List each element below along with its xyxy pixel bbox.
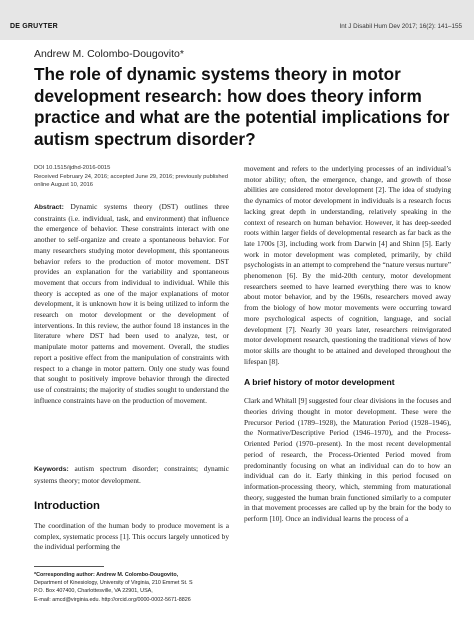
keywords-text: autism spectrum disorder; constraints; dynamic systems theory; motor development. [34,464,229,485]
footnote-divider [34,566,104,567]
corresponding-author-footnote [34,571,234,604]
doi: DOI 10.1515/ijdhd-2016-0015 [34,165,111,171]
article-metadata [34,164,229,190]
article-title: The role of dynamic systems theory in motor development research: how does theory inform practice and what are the potential implications for autism spectrum disorder? [34,64,450,149]
journal-header-bar [0,0,474,40]
body-paragraph-1: movement and refers to the underlying processes of an individual’s motor ability; often, the emergence, change, and growth of those abilities are considered motor development [2]. The idea of studying the dynamics of motor development in individuals is a research focus lacking great depth in understanding, relatively speaking in the context of research on human behavior. However, it has deep-seeded roots within larger fields of developmental research as far back as the late 1700s [3], including work from Darwin [4] and Shinn [5]. Early work in motor development was completed, primarily, by child psychologists in an attempt to comprehend the “nature versus nurture” phenomenon [6]. By the mid-20th century, motor development researchers seemed to have learned everything there was to know about motor behavior, and by the 1960s, researchers moved away from the biology of how motor movements were occurring toward more psychological aspects of cognition, language, and social development [7]. Nearly 30 years later, researchers reinvigorated motor development research, questioning the traditional views of how motor skills are thought to be attained and developed throughout the lifespan [8]. [244,164,451,366]
footnote-address: P.O. Box 407400, Charlottesville, VA 22901, USA, [34,588,153,595]
introduction-text: The coordination of the human body to produce movement is a complex, systematic process [1]. This occurs largely unnoticed by the individual performing the [34,521,229,552]
publication-dates: Received February 24, 2016; accepted June 29, 2016; previously published online August 10, 2016 [34,173,229,189]
abstract [34,202,229,406]
introduction-heading: Introduction [34,500,100,512]
body-paragraph-2: Clark and Whitall [9] suggested four clear divisions in the focuses and theories driving thought in motor development. These were the Precursor Period (1789–1928), the Maturation Period (1928–1946), the Normative/Descriptive Period (1946–1970), and the Process-Oriented Period (1970–present). In the most recent developmental period of research, the Process-Oriented Period moved from predominantly focusing on what an individual can do to how an individual can do it. Early thinking in this period focused on information-processing theory, which, stemming from maturational theory, suggested the human brain functioned similarly to a computer in that movement processes are called up by the brain for the body to perform [10]. Once an individual learns the process of a [244,396,451,524]
section-heading-history: A brief history of motor development [244,377,395,388]
footnote-contact: E-mail: amcd@virginia.edu. http://orcid.org/0000-0002-5671-8826 [34,596,191,603]
publisher-name: DE GRUYTER [10,23,58,30]
footnote-affiliation: Department of Kinesiology, University of Virginia, 210 Emmet St. S [34,580,193,587]
right-column [244,164,451,525]
abstract-text: Dynamic systems theory (DST) outlines three constraints (i.e. individual, task, and environment) that influence the emergence of behavior. These constraints interact with one another to self-organize and create a spontaneous behavior. For many researchers studying motor development, this spontaneous behavior refers to the production of motor movement. DST provides an explanation for the variability and spontaneous movement that occurs from individual to individual. While this theory is accepted as one of the major explanations of motor development, it is unknown how it is being utilized to inform the research on motor development or the development of interventions. In this review, the author found 18 instances in the literature where DST had been used to analyze, test, or manipulate motor patterns and movement. Overall, the studies report a positive effect from the manipulation of constraints with respect to a change in motor pattern. Only one study was found that sought to positively improve behavior through the directed use of constraints; the majority of studies sought to understand the influence constraints have on the production of movement. [34,202,229,405]
journal-reference: Int J Disabil Hum Dev 2017; 16(2): 141–155 [339,23,462,30]
author-name: Andrew M. Colombo-Dougovito* [34,48,184,60]
keywords-label: Keywords: [34,466,69,473]
keywords [34,464,229,486]
corresponding-author-label: *Corresponding author: Andrew M. Colombo-Dougovito, [34,572,179,578]
abstract-label: Abstract: [34,204,64,211]
